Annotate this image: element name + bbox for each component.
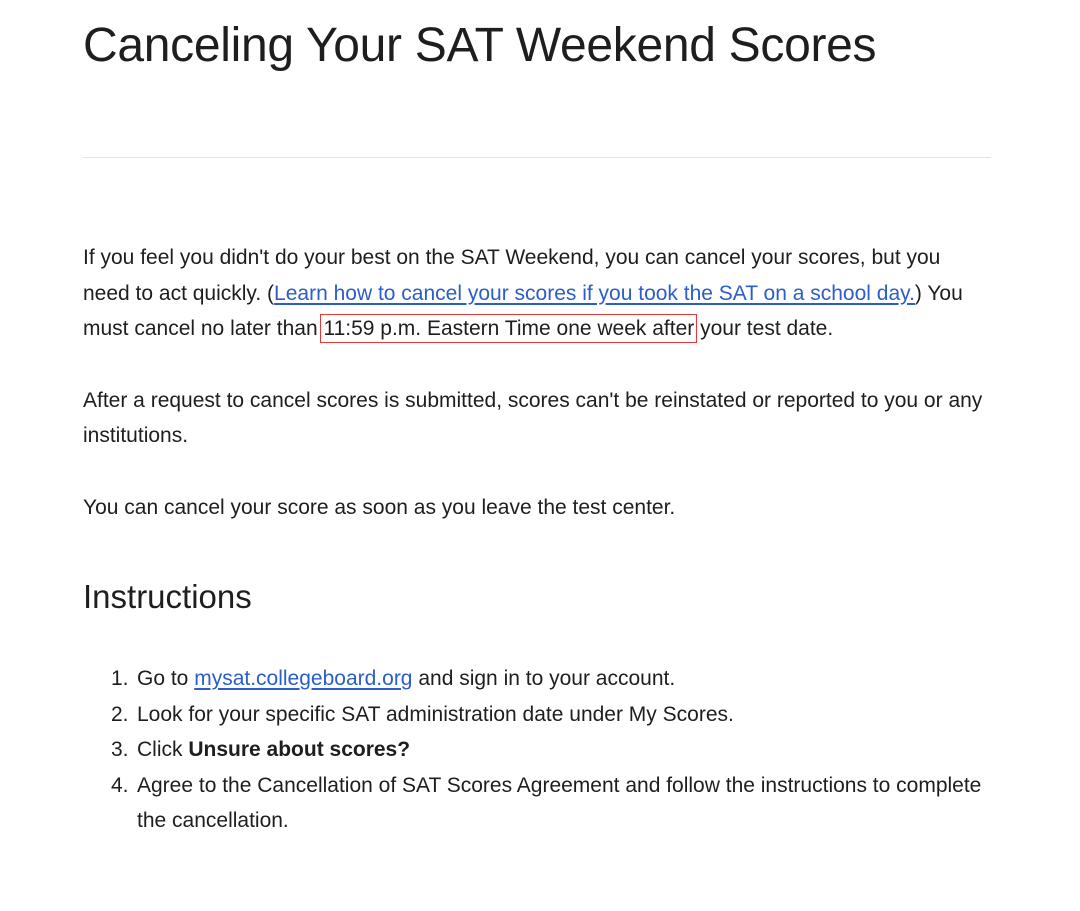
- cancel-timing-paragraph: You can cancel your score as soon as you leave the test center.: [83, 495, 676, 519]
- intro-text-start: If you feel you didn't do your best on the SAT Weekend, you can cancel your scores, but you need to act quickly. (: [83, 246, 941, 305]
- unsure-about-scores-label: Unsure about scores?: [188, 738, 411, 761]
- step-text: [137, 661, 991, 697]
- reinstate-paragraph: After a request to cancel scores is submitted, scores can't be reinstated or reported to you or any institutions.: [83, 388, 983, 447]
- instruction-step-2: [111, 697, 991, 733]
- article: [83, 0, 991, 839]
- step-number: 3.: [111, 738, 129, 761]
- deadline-highlight: 11:59 p.m. Eastern Time one week after: [323, 317, 695, 340]
- step-text-after: and sign in to your account.: [412, 667, 676, 690]
- intro-paragraph: [83, 240, 991, 347]
- step-number: 1.: [111, 667, 129, 690]
- step-text: [137, 732, 991, 768]
- instruction-step-1: [111, 661, 991, 697]
- instruction-step-4: [111, 768, 991, 839]
- step-text-before: Click: [137, 738, 189, 761]
- school-day-cancel-link[interactable]: Learn how to cancel your scores if you took the SAT on a school day.: [274, 281, 915, 305]
- step-number: 2.: [111, 702, 129, 726]
- intro-text-middle: ) You must cancel no later than: [83, 281, 963, 340]
- instruction-step-3: [111, 732, 991, 768]
- instructions-list: [83, 661, 991, 839]
- divider: [83, 157, 991, 158]
- step-text: Look for your specific SAT administration date under My Scores.: [137, 702, 734, 726]
- page-title: Canceling Your SAT Weekend Scores: [83, 19, 877, 72]
- step-text-before: Go to: [137, 667, 195, 690]
- step-number: 4.: [111, 773, 129, 797]
- instructions-heading: Instructions: [83, 578, 252, 615]
- mysat-link[interactable]: mysat.collegeboard.org: [194, 667, 413, 690]
- intro-text-end: your test date.: [694, 317, 834, 340]
- step-text: Agree to the Cancellation of SAT Scores Agreement and follow the instructions to complete the cancellation.: [137, 773, 982, 832]
